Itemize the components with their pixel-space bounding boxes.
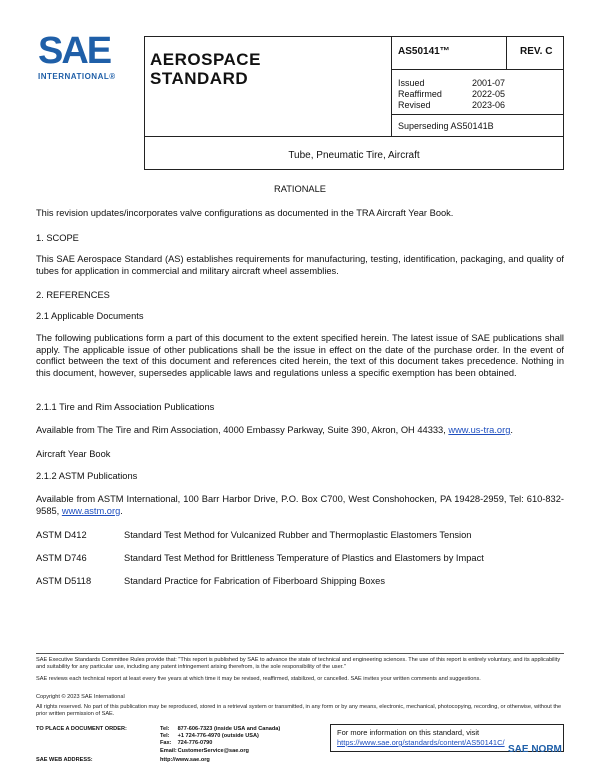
sae-logo-subtitle: INTERNATIONAL®	[38, 72, 116, 81]
date-value: 2022-05	[472, 89, 506, 99]
astm-code: ASTM D412	[36, 530, 87, 540]
web-link[interactable]: http://www.sae.org	[160, 757, 210, 763]
date-row	[398, 100, 505, 111]
astm-link[interactable]: www.astm.org	[61, 505, 121, 516]
sae-logo: SAE	[38, 30, 111, 72]
rationale-heading: RATIONALE	[273, 184, 326, 194]
footer-rule	[36, 653, 564, 654]
date-label: Reaffirmed	[398, 89, 442, 99]
section-1-text: This SAE Aerospace Standard (AS) establishes requirements for manufacturing, testing, identification, packaging, and quality of tubes for application in commercial and military aircraft wheel assemblies.	[36, 254, 564, 276]
date-value: 2001-07	[472, 78, 506, 88]
contact-value: 877-606-7323 (inside USA and Canada)	[177, 726, 281, 732]
aircraft-year-book: Aircraft Year Book	[36, 449, 111, 459]
contact-key: Tel:	[160, 726, 170, 732]
contact-key: Tel:	[160, 733, 170, 740]
contact-row	[36, 740, 280, 747]
superseding-note: Superseding AS50141B	[398, 121, 494, 131]
footer-review: SAE reviews each technical report at least every five years at which time it may be revised, reaffirmed, stabilized, or cancelled. SAE invites your written comments and suggestions.	[36, 676, 481, 682]
astm-title: Standard Test Method for Vulcanized Rubber and Thermoplastic Elastomers Tension	[124, 530, 472, 540]
astm-period: .	[120, 505, 123, 516]
more-info-text: For more information on this standard, visit	[337, 728, 480, 737]
section-2-1-1-text	[36, 425, 564, 437]
order-label: TO PLACE A DOCUMENT ORDER:	[36, 726, 127, 732]
revision-divider	[506, 36, 507, 70]
astm-address: Available from ASTM International, 100 Barr Harbor Drive, P.O. Box C700, West Conshohocken, PA 19428-2959, Tel: 610-832-9585,	[36, 494, 564, 516]
section-2-1-heading: 2.1 Applicable Documents	[36, 311, 144, 321]
contact-value: 724-776-0790	[177, 740, 213, 747]
date-label: Revised	[398, 100, 431, 110]
tra-address: Available from The Tire and Rim Association, 4000 Embassy Parkway, Suite 390, Akron, OH 44333,	[36, 425, 449, 435]
section-1-heading: 1. SCOPE	[36, 233, 79, 243]
contact-row	[36, 748, 280, 755]
header-separator	[392, 114, 564, 115]
section-2-1-1-heading: 2.1.1 Tire and Rim Association Publications	[36, 402, 215, 412]
contact-value: +1 724-776-4970 (outside USA)	[177, 733, 259, 740]
watermark: SAE NORM	[508, 744, 562, 755]
date-row	[398, 89, 505, 100]
footer-rules: SAE Executive Standards Committee Rules provide that: "This report is published by SAE to advance the state of technical and engineering sciences. The use of this report is entirely voluntary, and its applicability and suitability for any particular use, including any patent infringement arising therefrom, is the sole responsibility of the user."	[36, 657, 561, 670]
astm-reference	[36, 530, 471, 540]
document-type	[150, 50, 261, 88]
tra-period: .	[510, 425, 513, 435]
date-row	[398, 78, 505, 89]
header-subject-divider	[144, 136, 564, 137]
footer-copyright: Copyright © 2023 SAE International	[36, 694, 125, 700]
order-contacts	[36, 726, 280, 755]
astm-title: Standard Test Method for Brittleness Temperature of Plastics and Elastomers by Impact	[124, 553, 484, 563]
astm-code: ASTM D746	[36, 553, 87, 563]
contact-key: Email:	[160, 747, 177, 754]
astm-code: ASTM D5118	[36, 576, 92, 586]
astm-title: Standard Practice for Fabrication of Fiberboard Shipping Boxes	[124, 576, 385, 586]
section-2-heading: 2. REFERENCES	[36, 290, 110, 300]
document-type-line1: AEROSPACE	[150, 50, 261, 69]
document-number: AS50141™	[398, 46, 450, 57]
astm-reference	[36, 576, 385, 586]
document-type-line2: STANDARD	[150, 69, 249, 88]
section-2-1-text: The following publications form a part of this document to the extent specified herein. The latest issue of SAE publications shall apply. The applicable issue of other publications shall be the issue in effect on the date of the purchase order. In the event of conflict between the text of this document and references cited herein, the text of this document takes precedence. Nothing in this document, however, supersedes applicable laws and regulations unless a specific exemption has been obtained.	[36, 333, 564, 378]
contact-value[interactable]: CustomerService@sae.org	[177, 747, 249, 754]
section-2-1-2-text	[36, 494, 564, 517]
contact-row	[36, 733, 280, 740]
section-2-1-2-heading: 2.1.2 ASTM Publications	[36, 471, 138, 481]
revision-label: REV. C	[520, 46, 553, 57]
contact-row	[36, 726, 280, 733]
more-info-link[interactable]: https://www.sae.org/standards/content/AS50141C/	[337, 738, 505, 747]
date-list	[398, 78, 505, 111]
footer-rights: All rights reserved. No part of this publication may be reproduced, stored in a retrieval system or transmitted, in any form or by any means, electronic, mechanical, photocopying, recording, or otherwise, without the prior written permission of SAE.	[36, 704, 562, 717]
web-label: SAE WEB ADDRESS:	[36, 757, 93, 763]
tra-link[interactable]: www.us-tra.org	[448, 425, 511, 435]
date-value: 2023-06	[472, 100, 506, 110]
document-subject: Tube, Pneumatic Tire, Aircraft	[288, 150, 420, 161]
astm-reference	[36, 553, 484, 563]
rationale-text: This revision updates/incorporates valve configurations as documented in the TRA Aircraft Year Book.	[36, 208, 454, 218]
web-address	[36, 757, 210, 763]
date-label: Issued	[398, 78, 425, 88]
contact-key: Fax:	[160, 740, 172, 747]
